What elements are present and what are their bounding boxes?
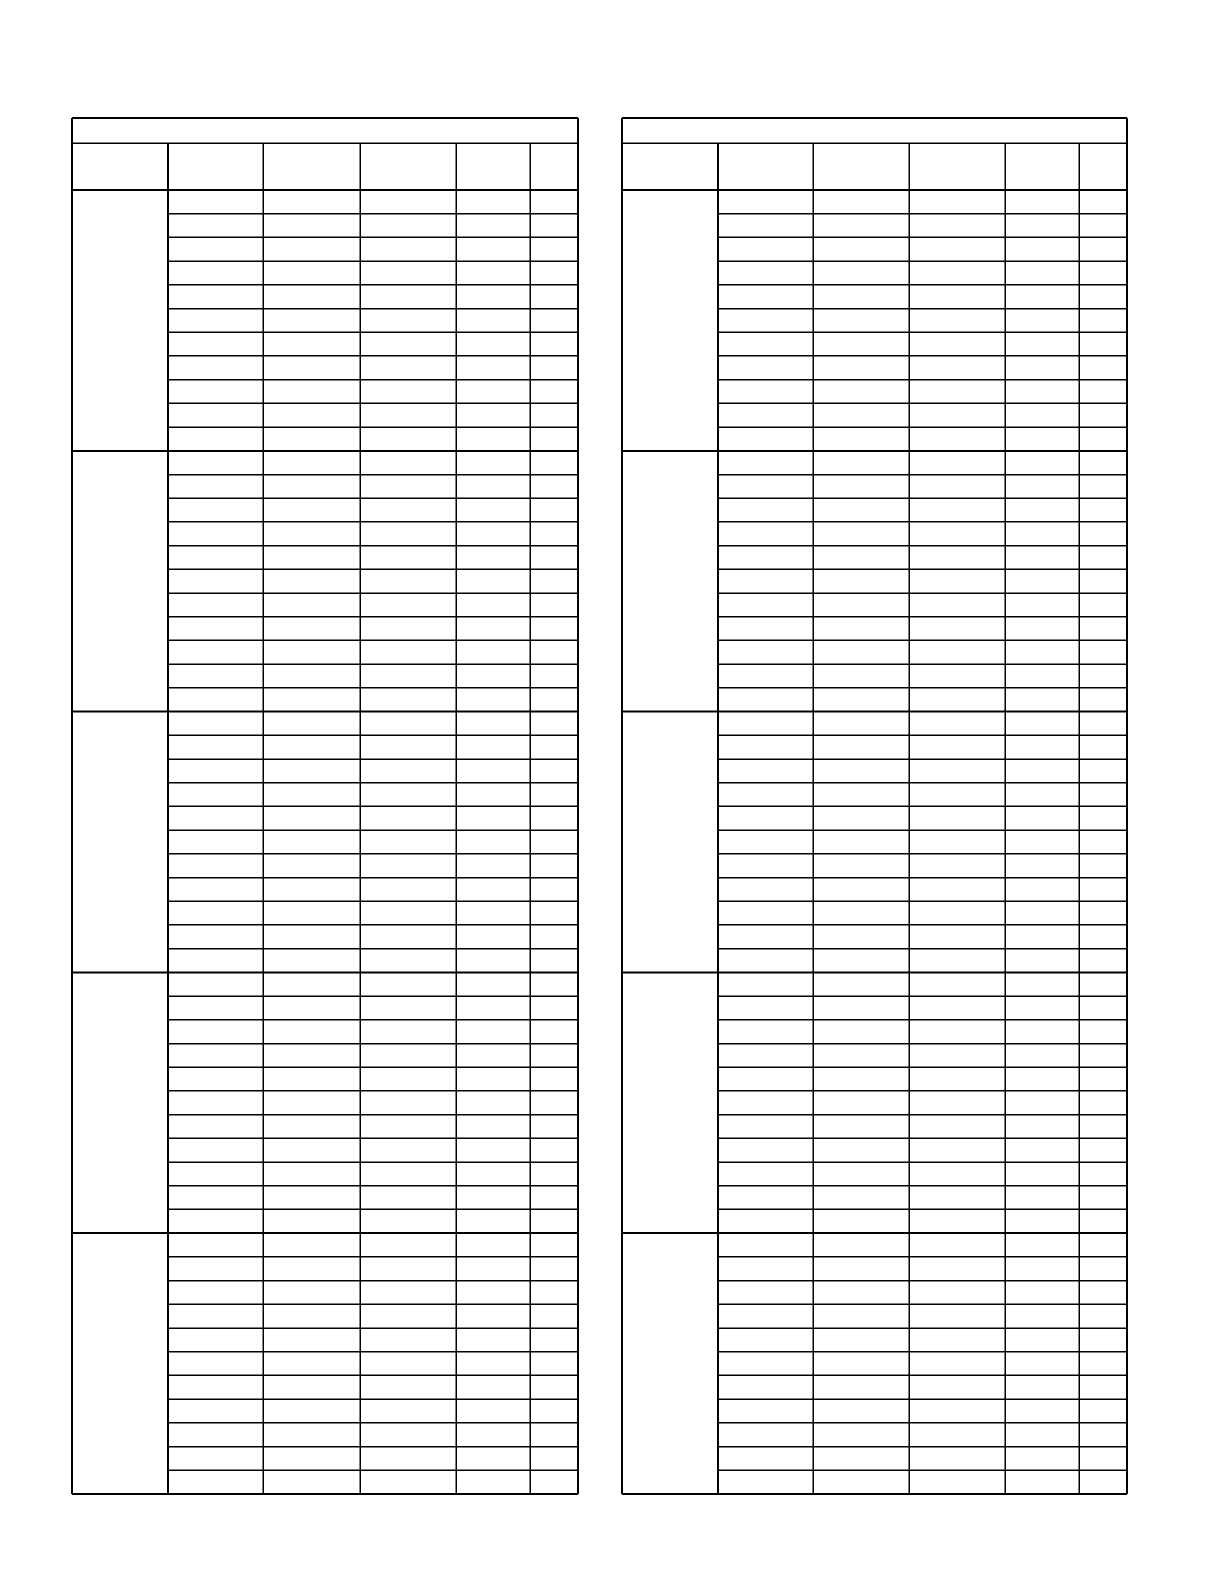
left-table: [72, 118, 578, 1494]
right-table: [622, 118, 1127, 1494]
